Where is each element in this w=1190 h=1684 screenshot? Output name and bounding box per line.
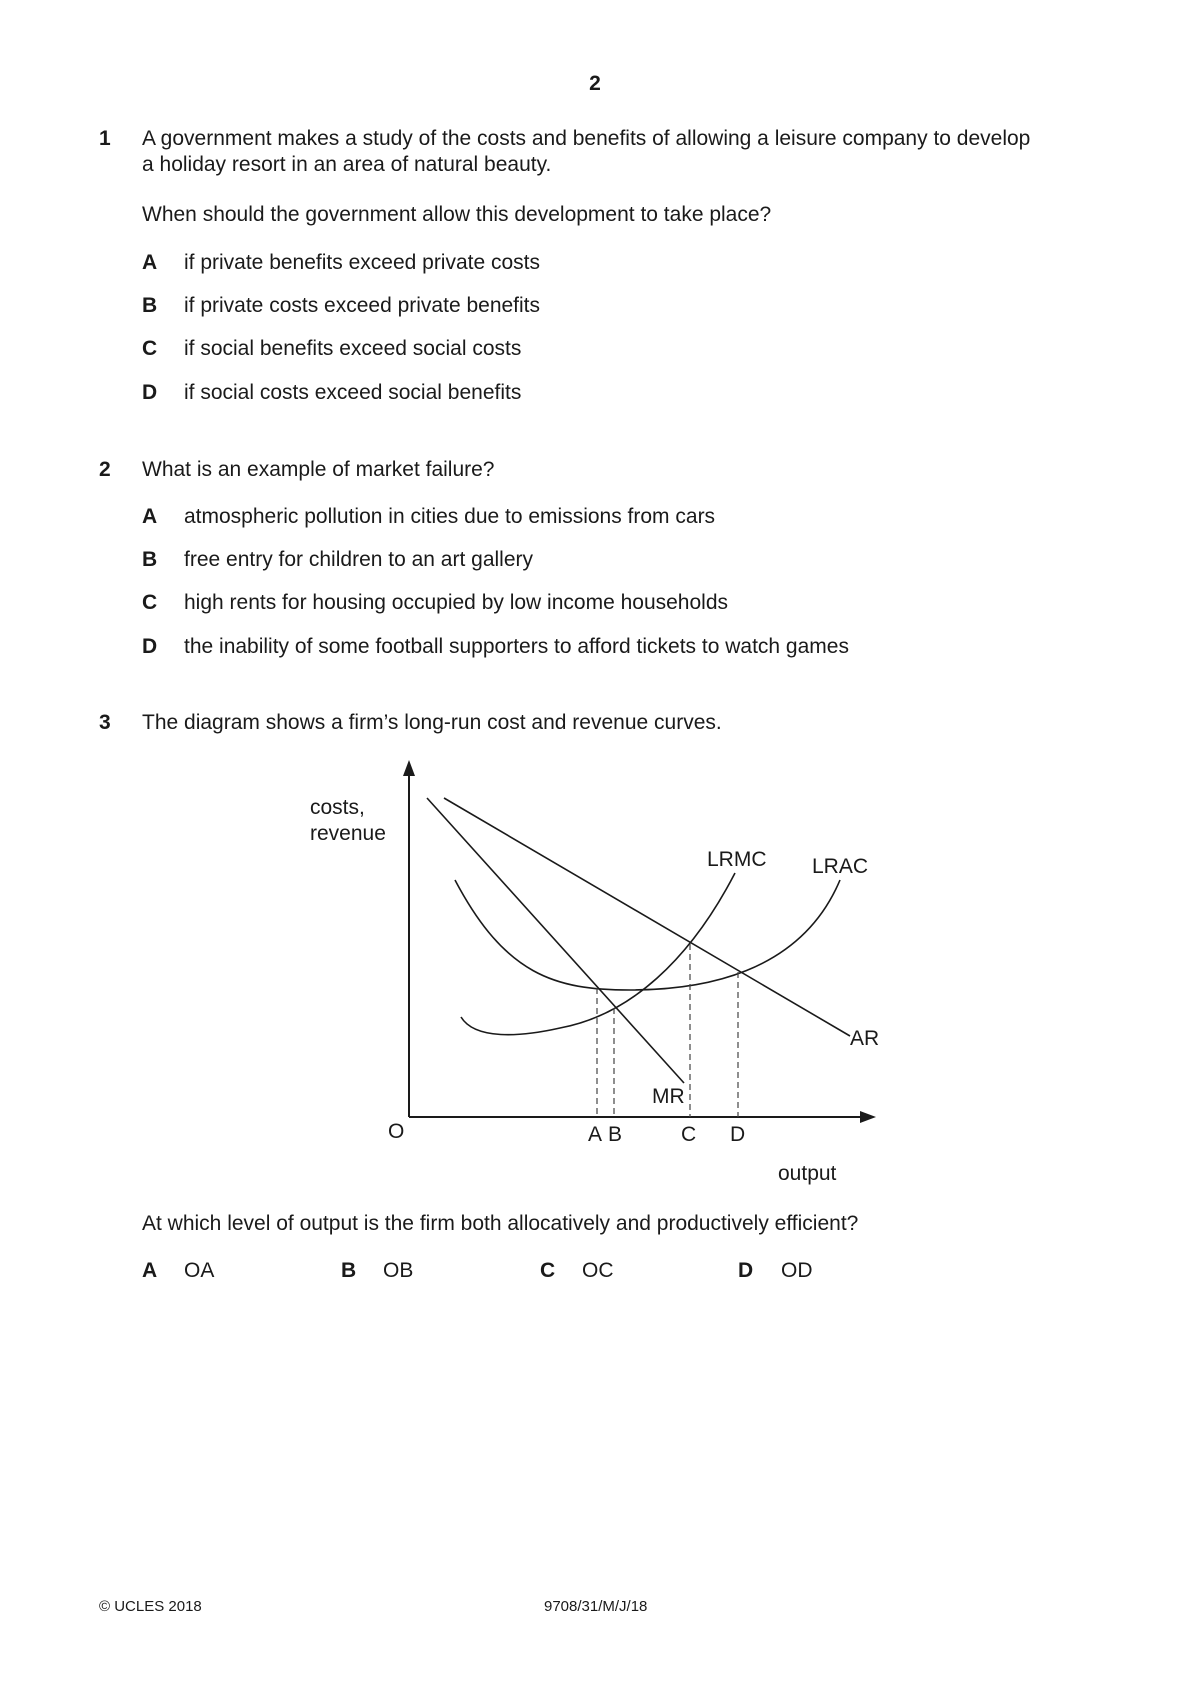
x-marker-b: B [608,1123,623,1146]
option-text-d: the inability of some football supporters to afford tickets to watch games [184,635,849,658]
option-text-a: if private benefits exceed private costs [184,251,541,274]
option-text-b: free entry for children to an art gallery [184,548,534,571]
page-number: 2 [589,72,601,95]
option-text-b: OB [383,1259,414,1282]
question-number: 3 [99,711,111,734]
x-axis-arrow-icon [860,1111,876,1123]
y-axis-arrow-icon [403,760,415,776]
option-text-a: OA [184,1259,215,1282]
footer-copyright: © UCLES 2018 [99,1598,202,1615]
question-prompt: At which level of output is the firm both allocatively and productively efficient? [142,1212,859,1235]
question-stem-line-2: a holiday resort in an area of natural beauty. [142,153,552,176]
option-letter-a: A [142,505,158,528]
lrmc-curve [461,873,735,1035]
lrac-label: LRAC [812,855,869,878]
question-prompt: What is an example of market failure? [142,458,495,481]
x-marker-a: A [588,1123,603,1146]
option-letter-a: A [142,251,158,274]
option-letter-c: C [142,591,158,614]
option-letter-c: C [540,1259,556,1282]
origin-label: O [388,1120,405,1143]
question-prompt: When should the government allow this development to take place? [142,203,772,226]
footer-paper-code: 9708/31/M/J/18 [544,1598,648,1615]
option-text-b: if private costs exceed private benefits [184,294,541,317]
option-letter-b: B [142,548,158,571]
question-number: 2 [99,458,111,481]
option-letter-d: D [142,381,158,404]
question-number: 1 [99,127,111,150]
y-axis-label-line-1: costs, [310,796,365,819]
option-text-c: high rents for housing occupied by low income households [184,591,729,614]
option-text-a: atmospheric pollution in cities due to emissions from cars [184,505,716,528]
question-stem-line-1: A government makes a study of the costs and benefits of allowing a leisure company to develop [142,127,1031,150]
mr-label: MR [652,1085,685,1108]
question-stem: The diagram shows a firm’s long-run cost and revenue curves. [142,711,722,734]
option-letter-c: C [142,337,158,360]
lrmc-label: LRMC [707,848,767,871]
mr-curve [427,798,684,1083]
option-letter-b: B [341,1259,357,1282]
x-marker-c: C [681,1123,697,1146]
option-text-c: if social benefits exceed social costs [184,337,522,360]
option-text-d: OD [781,1259,813,1282]
option-text-c: OC [582,1259,614,1282]
lrac-curve [455,880,840,990]
option-text-d: if social costs exceed social benefits [184,381,522,404]
option-letter-d: D [142,635,158,658]
x-marker-d: D [730,1123,746,1146]
option-letter-d: D [738,1259,754,1282]
y-axis-label-line-2: revenue [310,822,386,845]
ar-label: AR [850,1027,880,1050]
ar-curve [444,798,850,1036]
x-axis-label: output [778,1162,837,1185]
option-letter-b: B [142,294,158,317]
option-letter-a: A [142,1259,158,1282]
